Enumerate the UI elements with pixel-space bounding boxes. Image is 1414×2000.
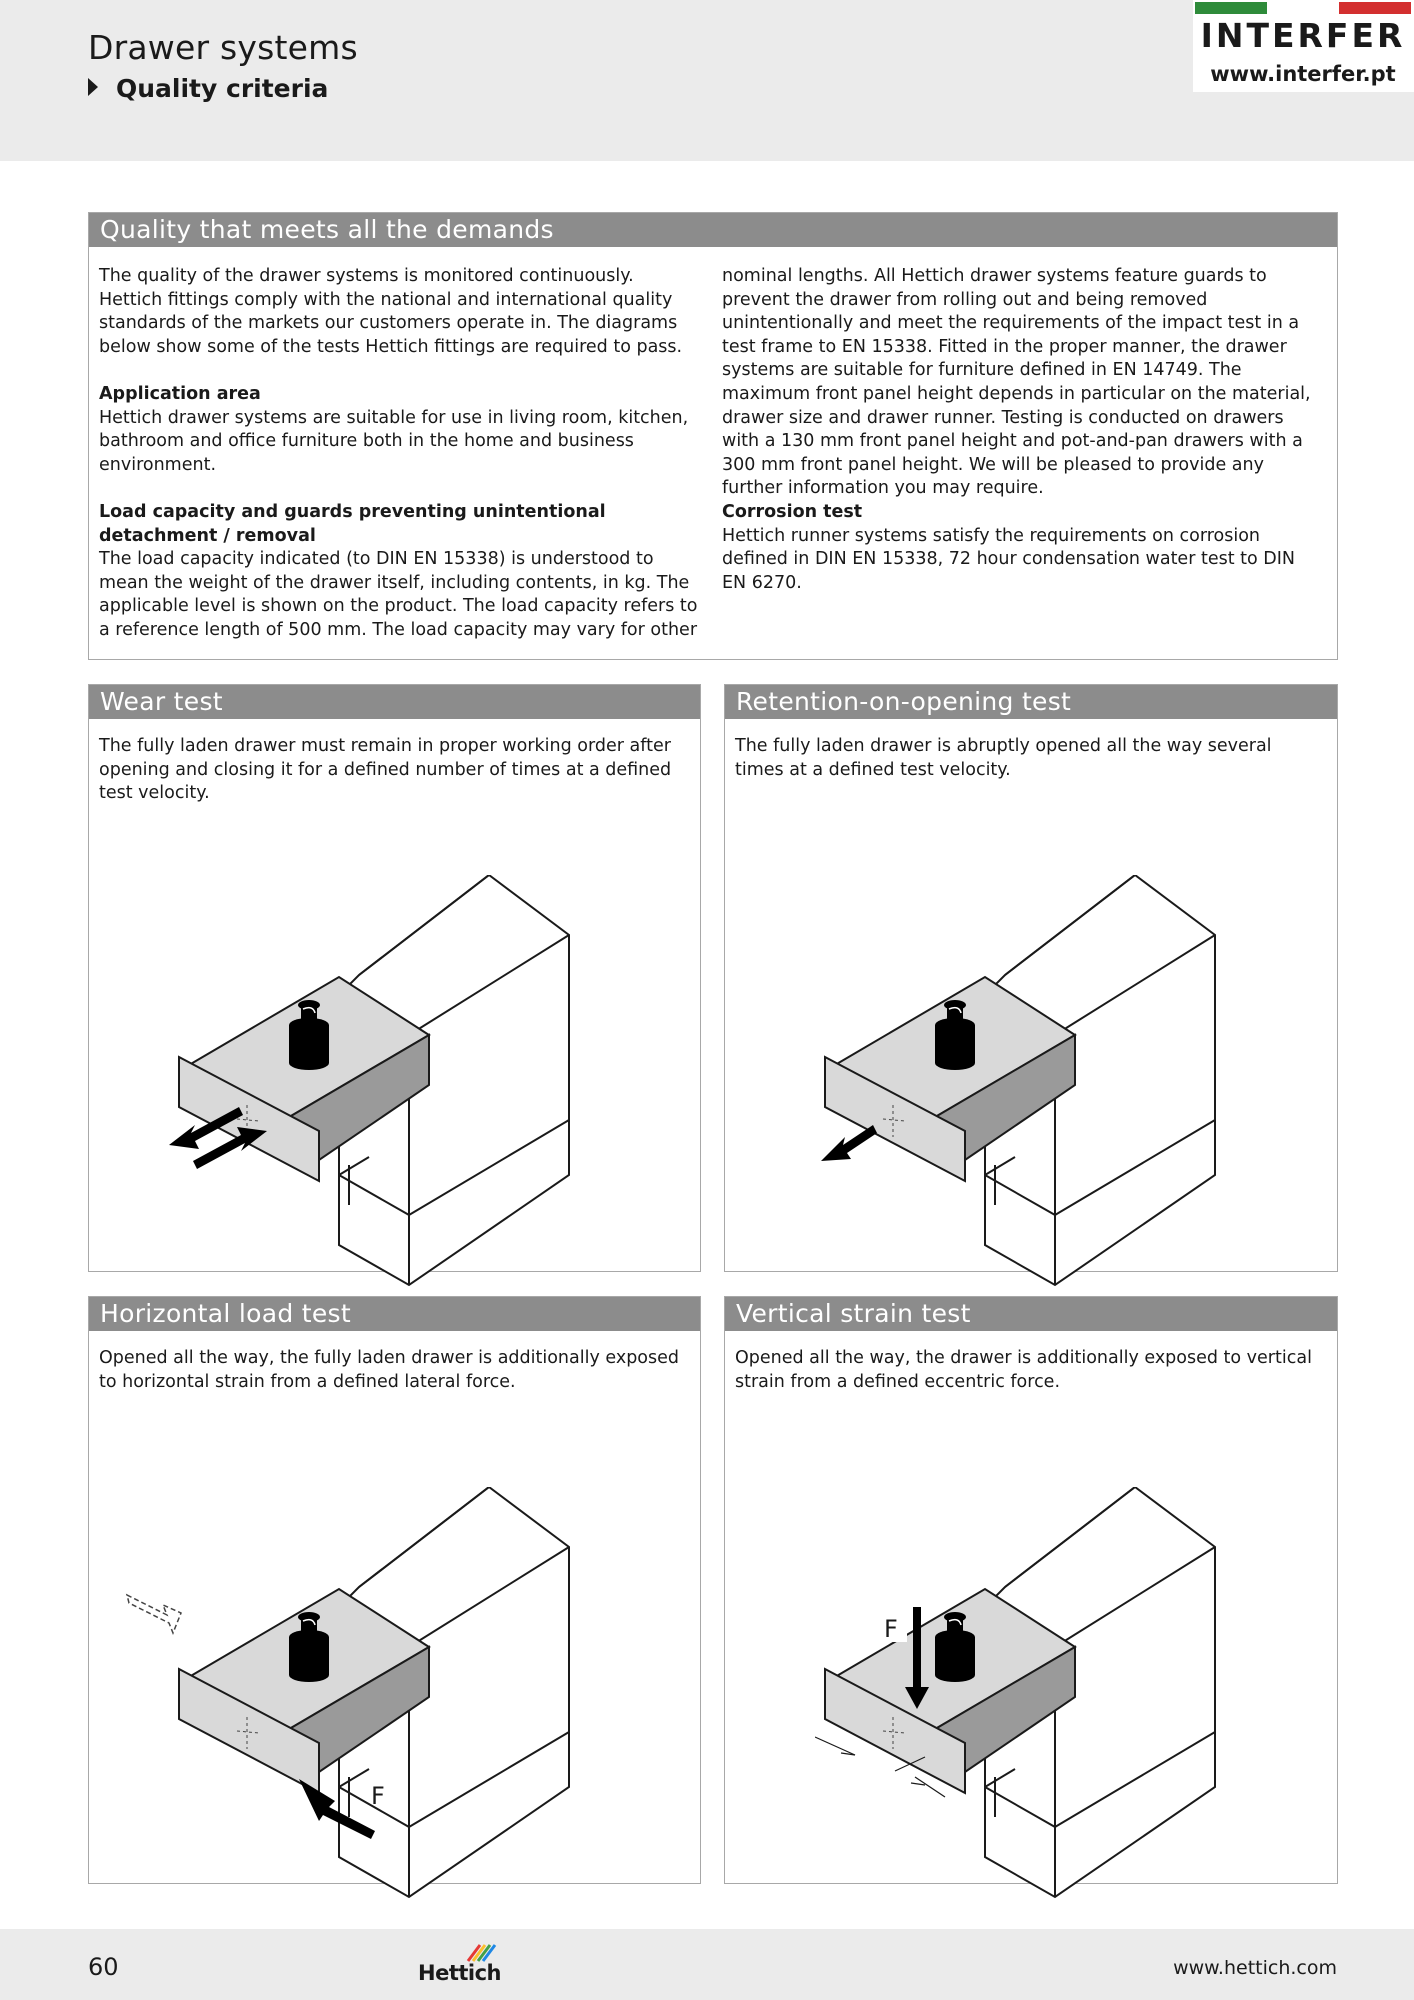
quality-panel [88, 212, 1338, 660]
hettich-logo-stripes-icon [418, 1943, 508, 1963]
retention-test-illustration [815, 875, 1235, 1295]
corrosion-heading: Corrosion test [722, 501, 863, 522]
retention-test-panel [724, 684, 1338, 1272]
logo-brand: INTERFER [1200, 16, 1406, 55]
horizontal-load-test-illustration [109, 1487, 589, 1907]
wear-test-panel [88, 684, 701, 1272]
page-title: Drawer systems [88, 28, 358, 67]
quality-intro: The quality of the drawer systems is monitored continuously. Hettich fittings comply with the national and international quality standards of the markets our customers operate in. The diagrams below show some of the tests Hettich fittings are required to pass. [99, 266, 683, 357]
hettich-wordmark: Hettich [418, 1961, 501, 1985]
load-heading: Load capacity and guards preventing unintentional detachment / removal [99, 501, 606, 546]
quality-right-column [722, 265, 1322, 595]
vertical-force-label: F [884, 1615, 898, 1643]
retention-test-heading: Retention-on-opening test [725, 685, 1337, 719]
triangle-bullet-icon [88, 78, 98, 96]
vertical-strain-test-illustration [815, 1487, 1235, 1907]
interfer-logo[interactable] [1193, 0, 1414, 92]
dashed-arrow-icon [127, 1595, 181, 1633]
page-footer [0, 1929, 1414, 2000]
horizontal-force-label: F [371, 1782, 385, 1810]
horizontal-load-test-text: Opened all the way, the fully laden drawer is additionally exposed to horizontal strain from a defined lateral force. [99, 1348, 680, 1392]
corrosion-text: Hettich runner systems satisfy the requirements on corrosion defined in DIN EN 15338, 72 hour condensation water test to DIN EN 6270. [722, 525, 1295, 593]
hettich-logo[interactable] [418, 1943, 508, 1989]
pull-arrow-icon [821, 1125, 877, 1161]
application-heading: Application area [99, 383, 261, 404]
wear-test-text: The fully laden drawer must remain in proper working order after opening and closing it for a defined number of times at a defined test velocity. [99, 736, 672, 804]
logo-url[interactable]: www.interfer.pt [1210, 62, 1396, 86]
application-text: Hettich drawer systems are suitable for use in living room, kitchen, bathroom and office furniture both in the home and business environment. [99, 407, 689, 475]
section-subtitle-text: Quality criteria [116, 74, 329, 103]
wear-test-heading: Wear test [89, 685, 700, 719]
footer-url[interactable]: www.hettich.com [1173, 1957, 1337, 1979]
vertical-strain-test-heading: Vertical strain test [725, 1297, 1337, 1331]
logo-flag-stripe [1195, 2, 1411, 14]
load-text-part2: nominal lengths. All Hettich drawer systems feature guards to prevent the drawer from rolling out and being removed unintentionally and meet the requirements of the impact test in a test frame to EN 15338. Fitted in the proper manner, the drawer systems are suitable for furniture defined in EN 14749. The maximum front panel height depends in particular on the material, drawer size and drawer runner. Testing is conducted on drawers with a 130 mm front panel height and pot-and-pan drawers with a 300 mm front panel height. We will be pleased to provide any further information you may require. [722, 266, 1311, 499]
page-number: 60 [88, 1953, 119, 1981]
horizontal-load-test-panel [88, 1296, 701, 1884]
vertical-strain-test-panel [724, 1296, 1338, 1884]
horizontal-load-test-heading: Horizontal load test [89, 1297, 700, 1331]
load-text-part1: The load capacity indicated (to DIN EN 15338) is understood to mean the weight of the drawer itself, including contents, in kg. The applicable level is shown on the product. The load capacity refers to a reference length of 500 mm. The load capacity may vary for other [99, 549, 698, 640]
retention-test-text: The fully laden drawer is abruptly opened all the way several times at a defined test velocity. [735, 736, 1272, 780]
section-subtitle [88, 74, 328, 103]
quality-heading: Quality that meets all the demands [89, 213, 1337, 247]
wear-test-illustration [169, 875, 589, 1295]
quality-left-column [99, 265, 699, 643]
vertical-strain-test-text: Opened all the way, the drawer is additionally exposed to vertical strain from a defined eccentric force. [735, 1348, 1312, 1392]
